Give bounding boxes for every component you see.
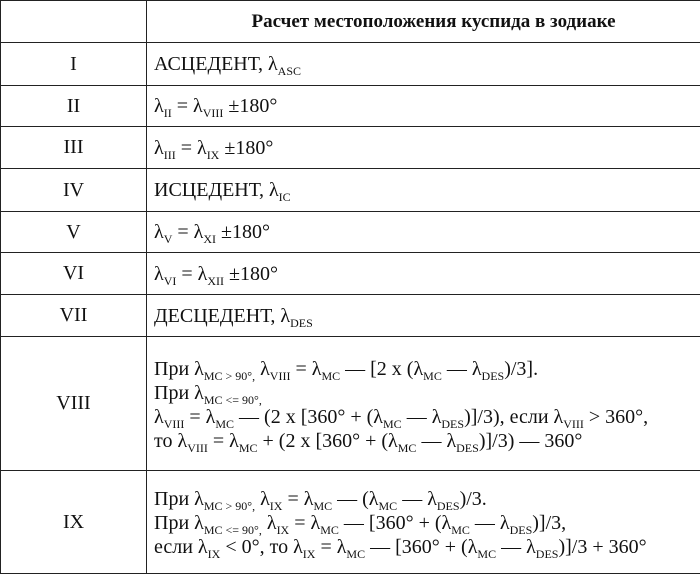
formula-line: ДЕСЦЕДЕНТ, $\lambda_{DES}$: [154, 304, 313, 330]
formula-line: $\lambda_{VIII} = \lambda_{MC}$ — (2 x [$360^\circ + (\lambda_{MC}$ — $\lambda_{DES})]/3$), если $\lambda_{VIII} > 360^\circ$,: [154, 405, 649, 431]
table-row: [1, 127, 700, 169]
house-number: IX: [1, 471, 147, 574]
table-row: [1, 212, 700, 253]
formula-line: если $\lambda_{IX} < 0^\circ$, то $\lambda_{IX} = \lambda_{MC}$ — [$360^\circ + (\lambda_{MC}$ — $\lambda_{DES})]/3 + 360^\circ$: [154, 536, 647, 561]
formula-line: $\lambda_{III} = \lambda_{IX} \pm 180^\circ$: [154, 136, 274, 162]
cusp-formula: [147, 127, 700, 169]
formula-line: АСЦЕДЕНТ, $\lambda_{ASC}$: [154, 53, 302, 78]
formula-line: $\lambda_V = \lambda_{XI} \pm 180^\circ$: [154, 221, 271, 246]
header-row: [1, 1, 700, 43]
house-number: VIII: [1, 337, 147, 471]
formula-line: ИСЦЕДЕНТ, $\lambda_{IC}$: [154, 179, 291, 204]
table-row: [1, 337, 700, 471]
house-number: VII: [1, 295, 147, 337]
house-number: II: [1, 86, 147, 127]
house-number: I: [1, 43, 147, 86]
formula-line: $\lambda_{VI} = \lambda_{XII} \pm 180^\circ$: [154, 262, 279, 288]
header-house: [1, 1, 147, 43]
house-number: IV: [1, 169, 147, 212]
formula-line: При $\lambda_{MC <= 90^\circ,}$ $\lambda_{IX} = \lambda_{MC}$ — [$360^\circ + (\lambda_{MC}$ — $\lambda_{DES})]/3$,: [154, 512, 567, 537]
cusp-formula: [147, 86, 700, 127]
table-row: [1, 43, 700, 86]
table-body: [1, 43, 700, 574]
formula-line: При $\lambda_{MC > 90^\circ,}$ $\lambda_{IX} = \lambda_{MC}$ — ($\lambda_{MC}$ — $\lambda_{DES})/3$.: [154, 488, 487, 513]
formula-line: При $\lambda_{MC <= 90^\circ,}$: [154, 381, 262, 407]
cusp-formula: [147, 253, 700, 295]
cusp-formula: [147, 471, 700, 574]
header-title: Расчет местоположения куспида в зодиаке: [147, 1, 700, 43]
table-row: [1, 169, 700, 212]
formula-line: $\lambda_{II} = \lambda_{VIII} \pm 180^\circ$: [154, 95, 278, 120]
cusp-formula: [147, 43, 700, 86]
table-row: [1, 253, 700, 295]
table-row: [1, 295, 700, 337]
cusp-formula: [147, 337, 700, 471]
table-row: [1, 86, 700, 127]
house-number: V: [1, 212, 147, 253]
cusp-formula: [147, 212, 700, 253]
cusp-formula: [147, 295, 700, 337]
house-number: VI: [1, 253, 147, 295]
house-number: III: [1, 127, 147, 169]
cusp-formula: [147, 169, 700, 212]
formula-line: При $\lambda_{MC > 90^\circ,}$ $\lambda_{VIII} = \lambda_{MC}$ — [2 x ($\lambda_{MC}$ — $\lambda_{DES})/3$].: [154, 357, 539, 383]
formula-line: то $\lambda_{VIII} = \lambda_{MC} + (2$ x [$360^\circ + (\lambda_{MC}$ — $\lambda_{DES})]/3$) — 360°: [154, 429, 583, 455]
table-row: [1, 471, 700, 574]
